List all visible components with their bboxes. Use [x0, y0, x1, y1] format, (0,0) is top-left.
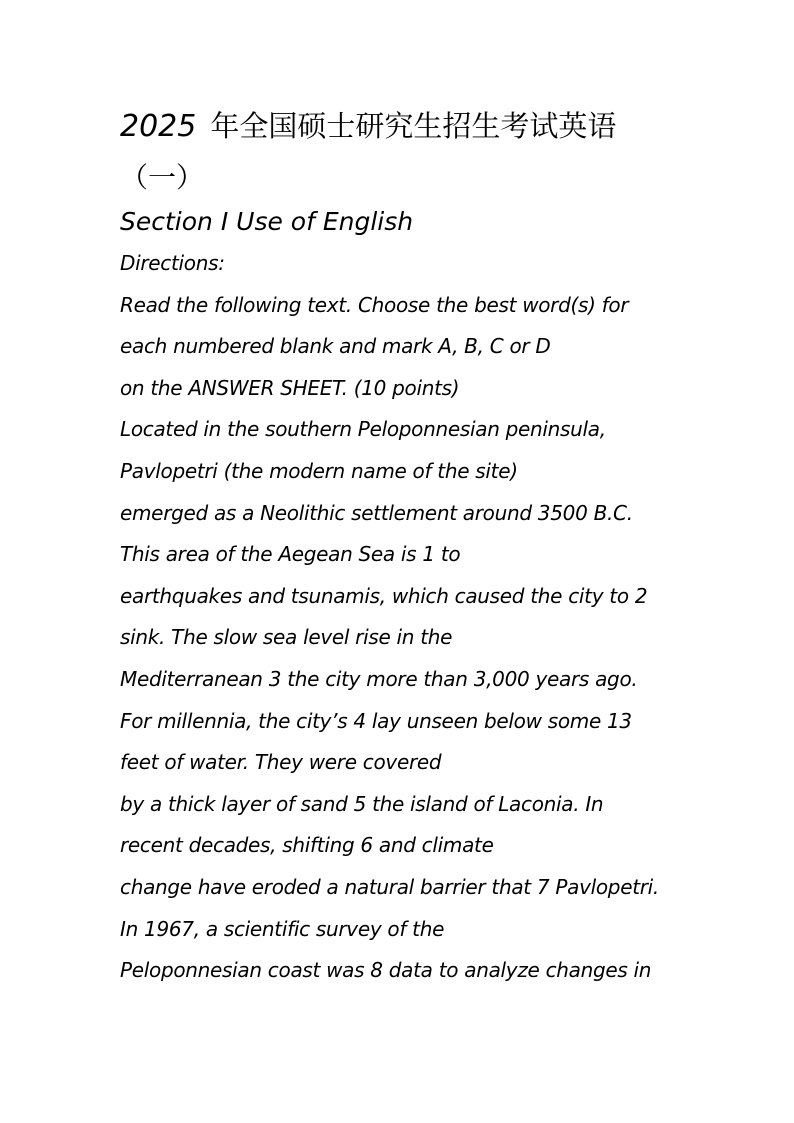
text-line: Located in the southern Peloponnesian peninsula, — [120, 417, 606, 442]
text-line: feet of water. They were covered — [120, 750, 442, 775]
text-line: recent decades, shifting 6 and climate — [120, 833, 494, 858]
text-line: This area of the Aegean Sea is 1 to — [120, 542, 461, 567]
text-line: sink. The slow sea level rise in the — [120, 625, 453, 650]
text-line: change have eroded a natural barrier that 7 Pavlopetri. — [120, 874, 659, 899]
section-heading: Section I Use of English — [120, 207, 414, 236]
text-line: Read the following text. Choose the best word(s) for — [120, 292, 629, 317]
text-line: In 1967, a scientific survey of the — [120, 916, 445, 941]
text-line: on the ANSWER SHEET. (10 points) — [120, 375, 460, 400]
text-line: emerged as a Neolithic settlement around 3500 B.C. — [120, 500, 633, 525]
text-line: Directions: — [120, 251, 225, 275]
text-line: Mediterranean 3 the city more than 3,000 years ago. — [120, 666, 638, 691]
title-year: 2025 — [120, 109, 197, 144]
text-line: earthquakes and tsunamis, which caused the city to 2 — [120, 583, 648, 608]
text-line: each numbered blank and mark A, B, C or D — [120, 334, 551, 359]
text-line: Peloponnesian coast was 8 data to analyze changes in — [120, 958, 652, 983]
page-title — [120, 106, 616, 147]
text-line: Pavlopetri (the modern name of the site) — [120, 458, 518, 483]
title-text: 年全国硕士研究生招生考试英语 — [210, 109, 617, 143]
text-line: by a thick layer of sand 5 the island of Laconia. In — [120, 791, 604, 816]
text-line: For millennia, the city’s 4 lay unseen below some 13 — [120, 708, 632, 733]
page-subtitle: （一） — [120, 161, 205, 194]
body-text — [120, 243, 760, 992]
